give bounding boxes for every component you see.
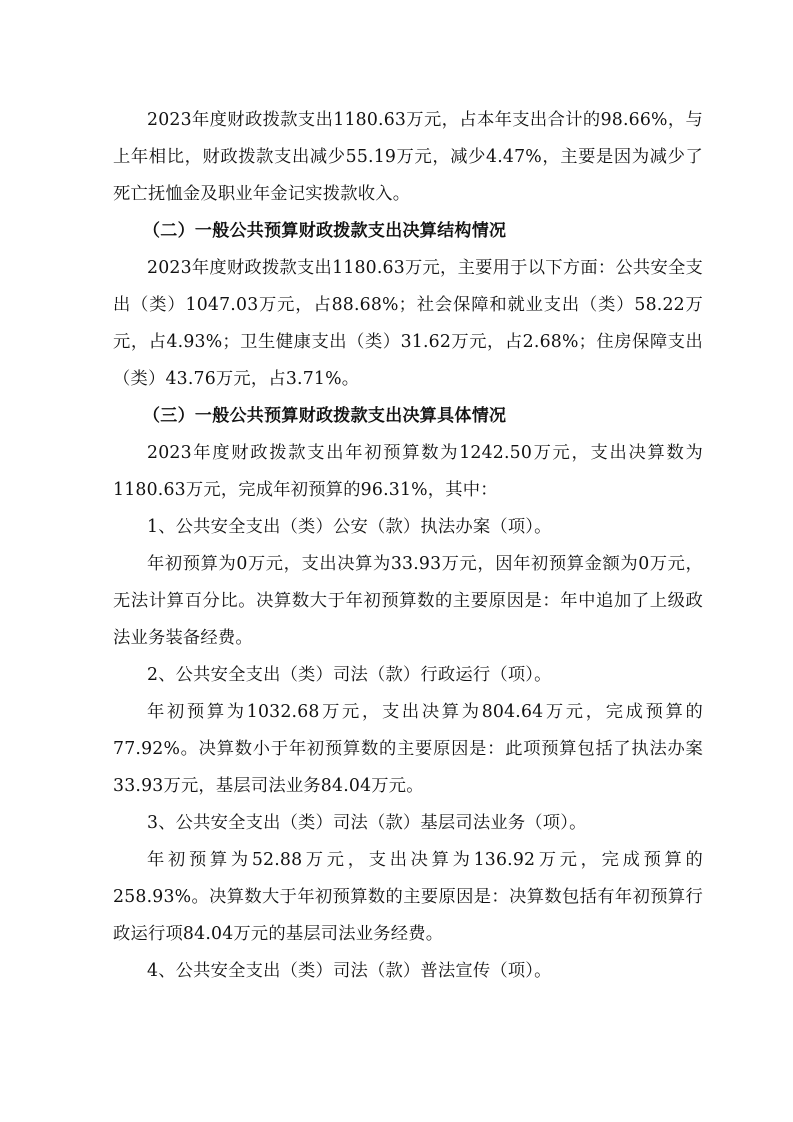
item-heading-legal-publicity: 4、公共安全支出（类）司法（款）普法宣传（项）。 xyxy=(147,961,552,981)
paragraph-budget-overview: 2023年度财政拨款支出年初预算数为1242.50万元，支出决算数为1180.63万元，完成年初预算的96.31%，其中： xyxy=(113,443,703,500)
section-heading-specifics: （三）一般公共预算财政拨款支出决算具体情况 xyxy=(143,406,507,426)
item-heading-law-enforcement: 1、公共安全支出（类）公安（款）执法办案（项）。 xyxy=(147,517,552,537)
item-heading-grassroots-judicial: 3、公共安全支出（类）司法（款）基层司法业务（项）。 xyxy=(147,813,587,833)
document-page xyxy=(113,102,703,990)
paragraph-admin-operations: 年初预算为1032.68万元，支出决算为804.64万元，完成预算的77.92%。决算数小于年初预算数的主要原因是：此项预算包括了执法办案33.93万元，基层司法业务84.04万元。 xyxy=(113,702,703,796)
item-heading-admin-operations: 2、公共安全支出（类）司法（款）行政运行（项）。 xyxy=(147,665,552,685)
paragraph-grassroots-judicial: 年初预算为52.88万元，支出决算为136.92万元，完成预算的258.93%。决算数大于年初预算数的主要原因是：决算数包括有年初预算行政运行项84.04万元的基层司法业务经费。 xyxy=(113,850,703,944)
paragraph-structure-details: 2023年度财政拨款支出1180.63万元，主要用于以下方面：公共安全支出（类）1047.03万元，占88.68%；社会保障和就业支出（类）58.22万元，占4.93%；卫生健康支出（类）31.62万元，占2.68%；住房保障支出（类）43.76万元，占3.71%。 xyxy=(113,258,703,389)
section-heading-structure: （二）一般公共预算财政拨款支出决算结构情况 xyxy=(143,221,507,241)
paragraph-expenditure-summary: 2023年度财政拨款支出1180.63万元，占本年支出合计的98.66%，与上年相比，财政拨款支出减少55.19万元，减少4.47%，主要是因为减少了死亡抚恤金及职业年金记实拨款收入。 xyxy=(113,110,703,204)
paragraph-law-enforcement: 年初预算为0万元，支出决算为33.93万元，因年初预算金额为0万元，无法计算百分比。决算数大于年初预算数的主要原因是：年中追加了上级政法业务装备经费。 xyxy=(113,554,703,648)
